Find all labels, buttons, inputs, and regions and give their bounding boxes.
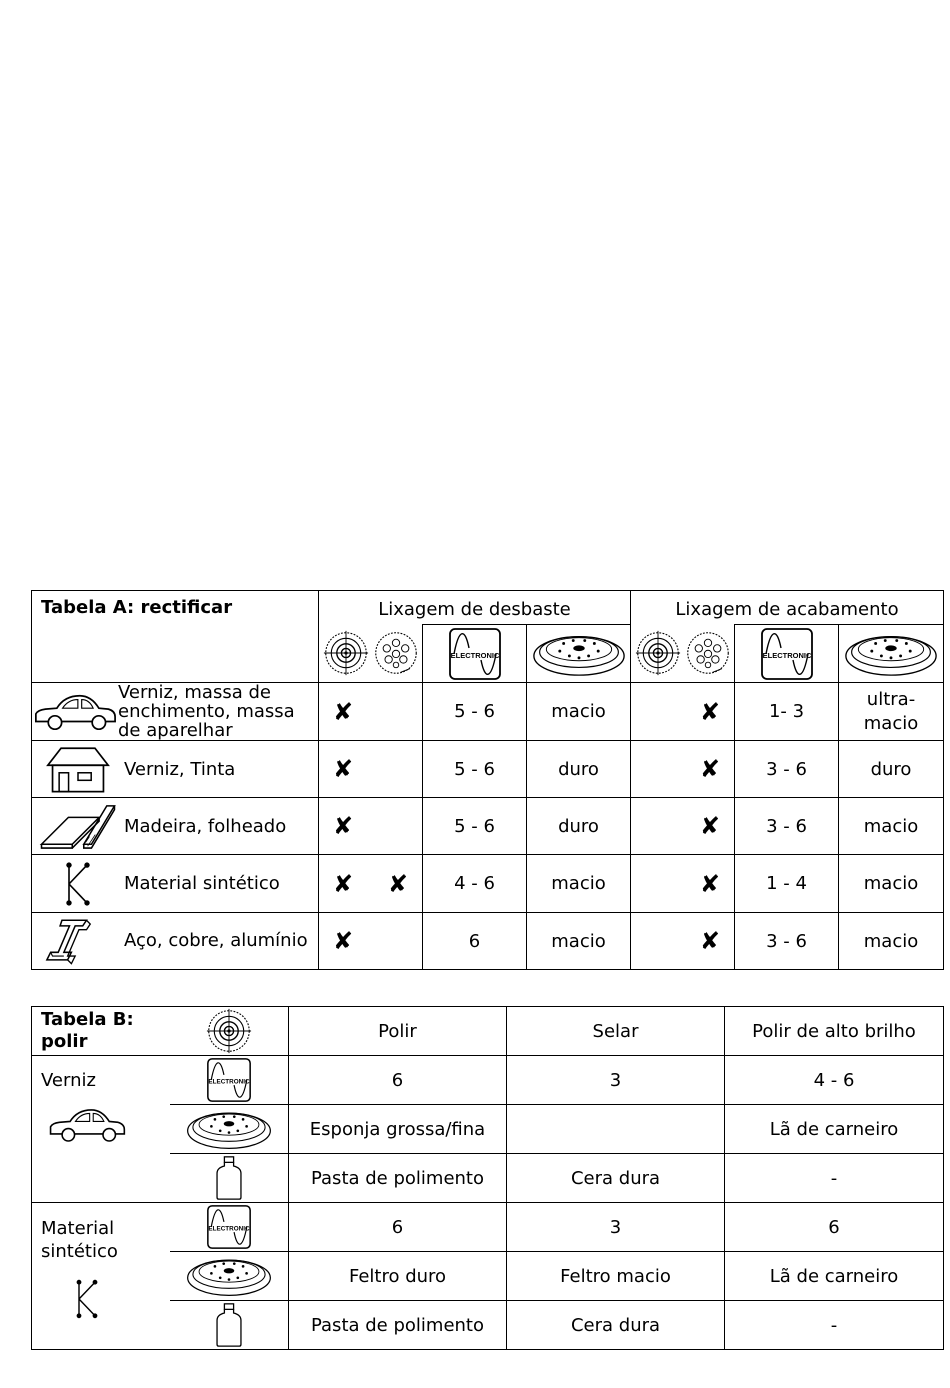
table-cell: 4 - 6 <box>725 1056 944 1105</box>
car-icon <box>32 691 118 733</box>
electronic-icon <box>761 628 813 680</box>
table-cell: Feltro duro <box>289 1252 507 1301</box>
rough-speed: 6 <box>423 913 527 970</box>
rough-speed: 4 - 6 <box>423 855 527 913</box>
bottle-icon <box>215 1302 243 1348</box>
rough-target-mark: ✘ <box>333 869 354 898</box>
material-label: Verniz, massa de enchimento, massa de aparelhar <box>118 682 295 741</box>
pad-cell <box>170 1105 289 1154</box>
col-header-high-gloss: Polir de alto brilho <box>725 1007 944 1056</box>
electronic-icon <box>205 1205 253 1249</box>
finish-mark: ✘ <box>631 741 735 798</box>
table-row <box>32 683 944 741</box>
group-finish-sanding: Lixagem de acabamento <box>631 591 944 625</box>
table-b-title: Tabela B: polir <box>32 1007 170 1056</box>
rough-pad: duro <box>527 741 631 798</box>
table-cell <box>507 1105 725 1154</box>
electronic-icon <box>205 1058 253 1102</box>
finish-mark: ✘ <box>631 683 735 741</box>
material-label: Material sintético <box>124 873 280 894</box>
table-row <box>32 913 944 970</box>
bottle-cell <box>170 1154 289 1203</box>
rough-target-mark: ✘ <box>319 741 423 798</box>
synthetic-icon <box>60 860 96 908</box>
table-cell: 6 <box>289 1203 507 1252</box>
group-synthetic <box>32 1203 170 1350</box>
pad-icon <box>181 1254 277 1298</box>
col-header-polish: Polir <box>289 1007 507 1056</box>
finish-pad: macio <box>839 913 944 970</box>
finish-speed: 3 - 6 <box>735 913 839 970</box>
table-a-title: Tabela A: rectificar <box>32 591 319 683</box>
table-a <box>31 590 944 970</box>
house-icon <box>45 744 111 794</box>
rough-speed: 5 - 6 <box>423 741 527 798</box>
rough-speed: 5 - 6 <box>423 798 527 855</box>
rough-pad: duro <box>527 798 631 855</box>
table-cell: Lã de carneiro <box>725 1105 944 1154</box>
electronic-icon <box>449 628 501 680</box>
table-cell: 6 <box>725 1203 944 1252</box>
rough-rotor-mark: ✘ <box>387 869 408 898</box>
finish-speed: 1 - 4 <box>735 855 839 913</box>
material-label: Aço, cobre, alumínio <box>124 930 308 951</box>
table-cell: Esponja grossa/fina <box>289 1105 507 1154</box>
rotor-icon <box>373 630 419 676</box>
material-cell <box>32 683 319 741</box>
finish-speed: 3 - 6 <box>735 798 839 855</box>
table-cell: 3 <box>507 1056 725 1105</box>
material-label: Madeira, folheado <box>124 815 287 837</box>
table-row <box>32 855 944 913</box>
pad-cell-rough <box>527 625 631 683</box>
pad-cell-finish <box>839 625 944 683</box>
finish-pad: duro <box>839 741 944 798</box>
electronic-cell-finish <box>735 625 839 683</box>
pad-icon <box>181 1107 277 1151</box>
table-b <box>31 1006 944 1350</box>
electronic-cell <box>170 1203 289 1252</box>
pad-icon <box>531 630 627 678</box>
material-cell <box>32 798 319 855</box>
bottle-cell <box>170 1301 289 1350</box>
material-label: Verniz, Tinta <box>124 758 236 780</box>
finish-mark: ✘ <box>631 798 735 855</box>
table-cell: Cera dura <box>507 1154 725 1203</box>
finish-pad: macio <box>839 798 944 855</box>
group-varnish <box>32 1056 170 1203</box>
electronic-cell <box>170 1056 289 1105</box>
finish-pad: macio <box>839 855 944 913</box>
table-cell: Pasta de polimento <box>289 1301 507 1350</box>
finish-mark: ✘ <box>631 855 735 913</box>
mode-icons-rough <box>319 625 423 683</box>
target-icon <box>206 1008 252 1054</box>
rotor-icon <box>685 630 731 676</box>
synthetic-icon <box>71 1277 103 1321</box>
table-cell: - <box>725 1301 944 1350</box>
electronic-cell-rough <box>423 625 527 683</box>
table-cell: Lã de carneiro <box>725 1252 944 1301</box>
pad-icon <box>843 630 939 678</box>
material-cell <box>32 741 319 798</box>
rough-pad: macio <box>527 855 631 913</box>
table-cell: 6 <box>289 1056 507 1105</box>
rough-marks <box>319 855 423 913</box>
material-cell <box>32 855 319 913</box>
target-icon <box>323 630 369 676</box>
table-cell: Feltro macio <box>507 1252 725 1301</box>
finish-mark: ✘ <box>631 913 735 970</box>
rough-speed: 5 - 6 <box>423 683 527 741</box>
target-icon <box>635 630 681 676</box>
metal-beam-icon <box>45 916 111 966</box>
target-cell <box>170 1007 289 1056</box>
pad-cell <box>170 1252 289 1301</box>
table-cell: Pasta de polimento <box>289 1154 507 1203</box>
table-cell: 3 <box>507 1203 725 1252</box>
rough-target-mark: ✘ <box>319 798 423 855</box>
group-label: Material sintético <box>41 1218 118 1262</box>
table-row <box>32 1203 944 1252</box>
finish-pad: ultra-macio <box>839 683 944 741</box>
rough-target-mark: ✘ <box>319 683 423 741</box>
mode-icons-finish <box>631 625 735 683</box>
finish-speed: 3 - 6 <box>735 741 839 798</box>
table-row <box>32 798 944 855</box>
table-cell: Cera dura <box>507 1301 725 1350</box>
col-header-seal: Selar <box>507 1007 725 1056</box>
group-label: Verniz <box>41 1070 96 1091</box>
rough-target-mark: ✘ <box>319 913 423 970</box>
table-row <box>32 1056 944 1105</box>
rough-pad: macio <box>527 913 631 970</box>
rough-pad: macio <box>527 683 631 741</box>
table-cell: - <box>725 1154 944 1203</box>
bottle-icon <box>215 1155 243 1201</box>
table-row <box>32 741 944 798</box>
car-icon <box>47 1105 127 1145</box>
group-rough-sanding: Lixagem de desbaste <box>319 591 631 625</box>
finish-speed: 1- 3 <box>735 683 839 741</box>
material-cell <box>32 913 319 970</box>
wood-icon <box>39 802 117 850</box>
